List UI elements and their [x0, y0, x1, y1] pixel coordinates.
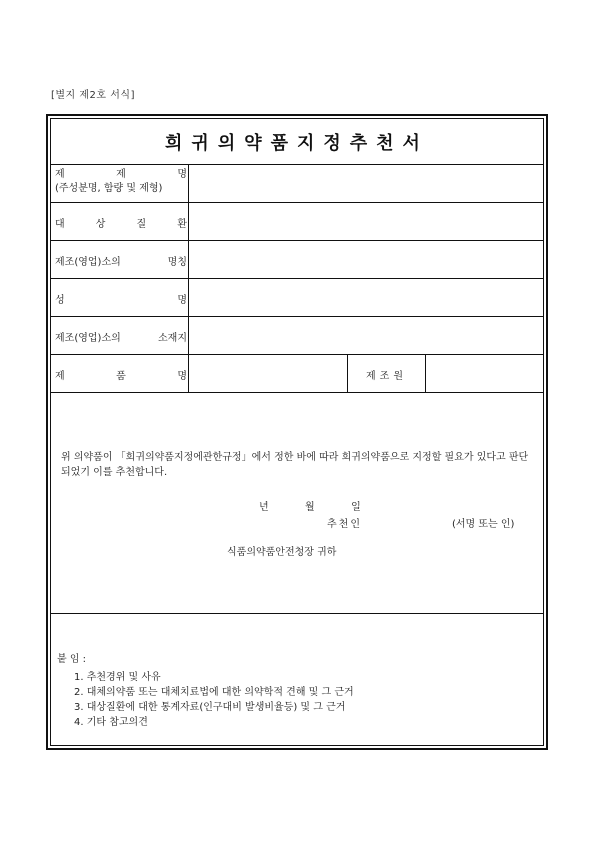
- label-product-name: 제 제 명 (주성분명, 함량 및 제형): [55, 169, 187, 194]
- divider: [51, 613, 543, 614]
- date-month: 월: [305, 502, 315, 513]
- date-line: [259, 498, 361, 513]
- company-name-field[interactable]: [191, 242, 546, 276]
- divider: [51, 202, 543, 203]
- product-name-field[interactable]: [191, 166, 546, 200]
- addressee: 식품의약품안전청장 귀하: [227, 547, 337, 558]
- recommender-label: 추천인: [327, 519, 362, 530]
- date-day: 일: [351, 502, 361, 513]
- label-company-name: 제조(영업)소의 명칭: [55, 257, 187, 268]
- column-divider: [188, 164, 189, 392]
- attachment-item: 2. 대체의약품 또는 대체치료법에 대한 의약학적 견해 및 그 근거: [74, 687, 354, 698]
- divider: [51, 354, 543, 355]
- form-frame: [46, 114, 548, 750]
- product-field[interactable]: [191, 356, 345, 390]
- label-product-name-sub: (주성분명, 함량 및 제형): [55, 183, 163, 194]
- origin-field[interactable]: [428, 356, 546, 390]
- divider: [51, 278, 543, 279]
- column-divider: [425, 354, 426, 392]
- recommendation-text: 위 의약품이 「희귀의약품지정에관한규정」에서 정한 바에 따라 희귀의약품으로 지정할 필요가 있다고 판단되었기 이를 추천합니다.: [61, 452, 529, 478]
- date-year: 년: [259, 502, 269, 513]
- label-origin: 제조원: [366, 371, 407, 382]
- attachments-heading: 붙 임 :: [57, 654, 87, 665]
- attachments-section: [57, 652, 354, 730]
- label-company-address: 제조(영업)소의 소재지: [55, 333, 187, 344]
- divider: [51, 316, 543, 317]
- signature-label: (서명 또는 인): [452, 519, 515, 530]
- person-name-field[interactable]: [191, 280, 546, 314]
- form-title: 희귀의약품지정추천서: [165, 133, 429, 154]
- attachment-item: 4. 기타 참고의견: [74, 717, 148, 728]
- label-product: 제 품 명: [55, 371, 187, 382]
- company-address-field[interactable]: [191, 318, 546, 352]
- attachment-item: 3. 대상질환에 대한 통계자료(인구대비 발생비율등) 및 그 근거: [74, 702, 346, 713]
- recommendation-section: [51, 393, 543, 613]
- attachment-item: 1. 추천경위 및 사유: [74, 672, 161, 683]
- label-target-disease: 대 상 질 환: [55, 219, 187, 230]
- label-person-name: 성 명: [55, 295, 187, 306]
- divider: [51, 164, 543, 165]
- divider: [51, 240, 543, 241]
- target-disease-field[interactable]: [191, 204, 546, 238]
- form-inner-frame: [50, 118, 544, 746]
- form-number-label: [별지 제2호 서식]: [51, 90, 135, 101]
